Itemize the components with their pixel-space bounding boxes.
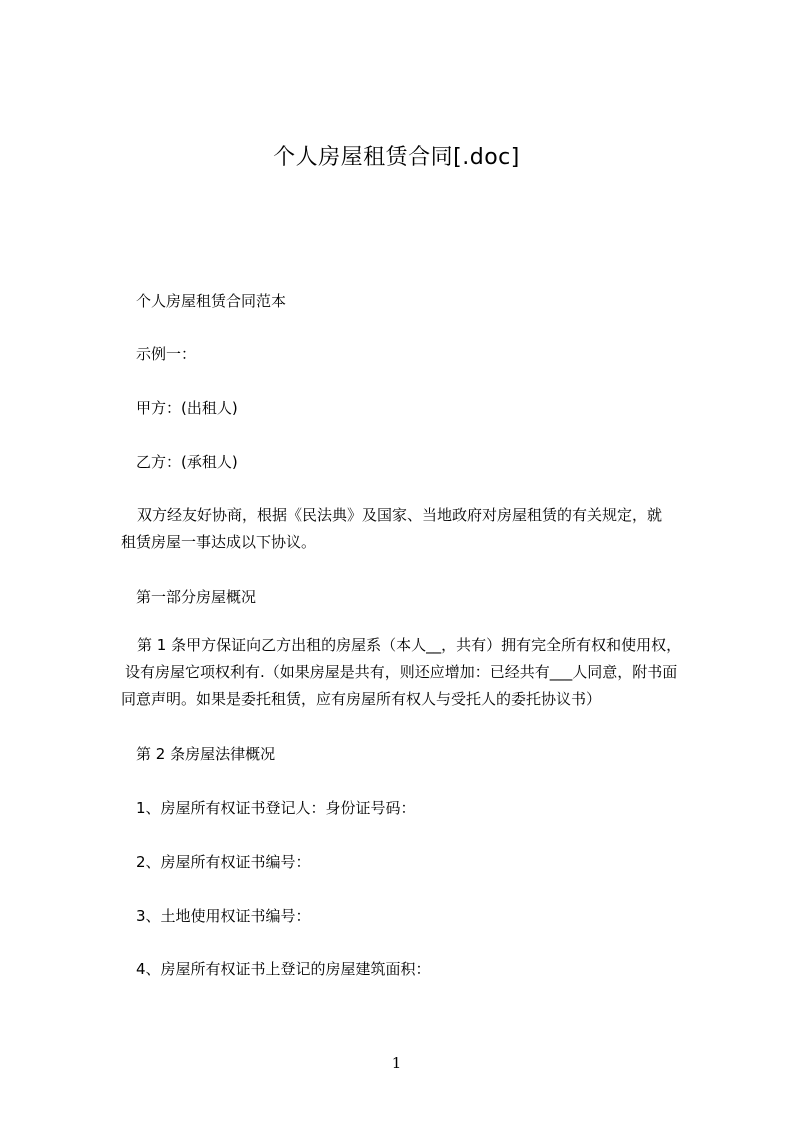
list-item: 4、房屋所有权证书上登记的房屋建筑面积： <box>136 960 431 978</box>
contract-heading: 个人房屋租赁合同范本 <box>136 292 287 310</box>
list-item: 1、房屋所有权证书登记人：身份证号码： <box>136 799 416 817</box>
intro-paragraph <box>121 502 721 556</box>
article2-heading: 第 2 条房屋法律概况 <box>136 745 276 763</box>
party-a-label: 甲方：(出租人) <box>136 399 238 417</box>
intro-line-2: 租赁房屋一事达成以下协议。 <box>121 533 317 551</box>
party-b-label: 乙方：(承租人) <box>136 453 238 471</box>
list-item: 3、土地使用权证书编号： <box>136 907 311 925</box>
article1-line-2: 设有房屋它项权利有.（如果房屋是共有，则还应增加：已经共有___人同意，附书面 <box>125 663 678 681</box>
article1-line-1: 第 1 条甲方保证向乙方出租的房屋系（本人__，共有）拥有完全所有权和使用权， <box>137 636 682 654</box>
article1-line-3: 同意声明。如果是委托租赁，应有房屋所有权人与受托人的委托协议书） <box>121 690 602 708</box>
intro-line-1: 双方经友好协商，根据《民法典》及国家、当地政府对房屋租赁的有关规定，就 <box>137 506 663 524</box>
article1-paragraph <box>121 632 721 713</box>
part1-heading: 第一部分房屋概况 <box>136 588 257 606</box>
list-item: 2、房屋所有权证书编号： <box>136 853 311 871</box>
example-label: 示例一： <box>136 345 197 363</box>
page-number: 1 <box>391 1054 402 1072</box>
document-title: 个人房屋租赁合同[.doc] <box>273 145 520 170</box>
